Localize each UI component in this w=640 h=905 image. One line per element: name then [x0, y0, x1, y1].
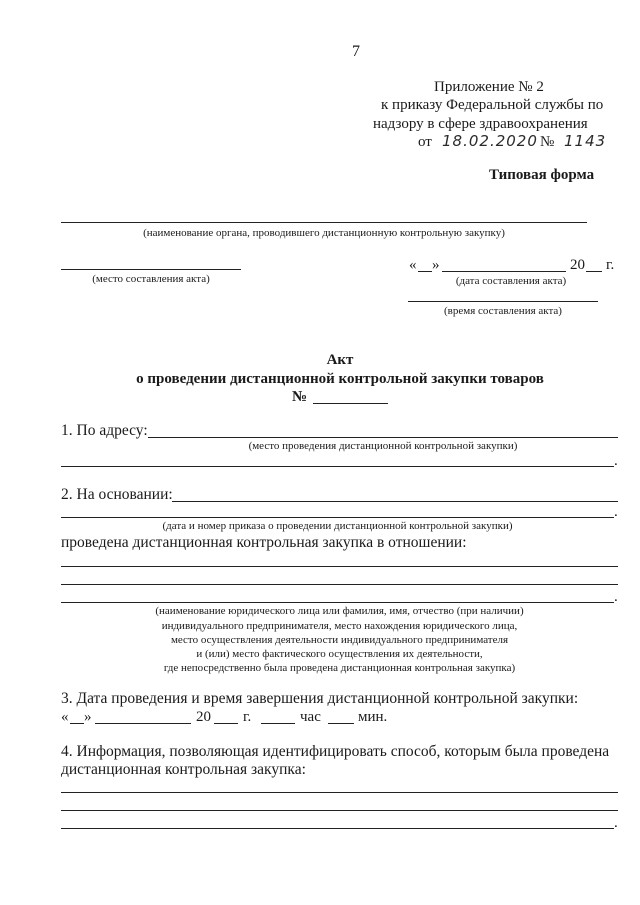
act-number-line — [313, 403, 388, 404]
entity-caption-line: индивидуального предпринимателя, место нахождения юридического лица, — [161, 620, 518, 632]
act-number-label: № — [292, 389, 308, 405]
appendix-from-label: от — [418, 134, 432, 150]
entity-line-2 — [61, 584, 618, 585]
organ-name-caption: (наименование органа, проводившего дистанционную контрольную закупку) — [143, 227, 505, 239]
s3-min-line — [328, 723, 354, 724]
entity-caption-line: (наименование юридического лица или фамилия, имя, отчество (при наличии) — [155, 605, 524, 617]
time-caption: (время составления акта) — [444, 305, 562, 317]
section-1-caption: (место проведения дистанционной контрольной закупки) — [248, 440, 518, 452]
s3-hour-line — [261, 723, 295, 724]
section-2-label: 2. На основании: — [61, 486, 173, 503]
time-line — [408, 301, 598, 302]
section-1-line — [148, 437, 618, 438]
s3-year-prefix: 20 — [196, 709, 211, 725]
form-type: Типовая форма — [489, 167, 595, 183]
appendix-num-label: № — [540, 134, 555, 150]
section-4-line-c — [61, 828, 614, 829]
place-caption: (место составления акта) — [92, 273, 210, 285]
s3-min-label: мин. — [358, 709, 388, 725]
s3-quote-open: « — [61, 709, 69, 725]
date-year-line — [586, 271, 602, 272]
s3-quote-close: » — [84, 709, 92, 725]
s3-month-line — [95, 723, 191, 724]
entity-line-3 — [61, 602, 614, 603]
section-1-line-2 — [61, 466, 614, 467]
date-year-suffix: г. — [606, 257, 615, 273]
date-month-line — [442, 271, 566, 272]
section-2-line-2 — [61, 517, 614, 518]
section-4-line-2: дистанционная контрольная закупка: — [61, 761, 306, 778]
entity-line-1 — [61, 566, 618, 567]
section-1-label: 1. По адресу: — [61, 422, 148, 439]
section-2-caption: (дата и номер приказа о проведении дистанционной контрольной закупки) — [162, 520, 513, 532]
s3-hour-label: час — [300, 709, 321, 725]
entity-caption-line: место осуществления деятельности индивидуального предпринимателя — [170, 634, 509, 646]
section-2-line — [172, 501, 618, 502]
date-quote-open: « — [409, 257, 417, 273]
place-line — [61, 269, 241, 270]
appendix-line-3: надзору в сфере здравоохранения — [373, 116, 588, 132]
organ-name-line — [61, 222, 587, 223]
section-2-subject: проведена дистанционная контрольная закупка в отношении: — [61, 534, 467, 551]
section-3-label: 3. Дата проведения и время завершения дистанционной контрольной закупки: — [61, 690, 579, 707]
page-number: 7 — [352, 43, 360, 60]
act-title: Акт — [326, 352, 354, 368]
date-day-line — [418, 271, 432, 272]
section-4-line-a — [61, 792, 618, 793]
section-4-line-1: 4. Информация, позволяющая идентифицировать способ, которым была проведена — [61, 743, 610, 760]
appendix-date-handwritten: 18.02.2020 — [442, 132, 538, 150]
date-year-prefix: 20 — [570, 257, 585, 273]
s3-year-line — [214, 723, 238, 724]
s3-year-suffix: г. — [243, 709, 252, 725]
appendix-line-1: Приложение № 2 — [434, 79, 544, 95]
entity-caption-line: где непосредственно была проведена дистанционная контрольная закупка) — [163, 662, 516, 674]
s3-day-line — [70, 723, 84, 724]
act-subtitle: о проведении дистанционной контрольной закупки товаров — [136, 371, 544, 387]
section-4-line-b — [61, 810, 618, 811]
date-quote-close: » — [432, 257, 440, 273]
entity-caption-line: и (или) место фактического осуществления их деятельности, — [196, 648, 483, 660]
date-caption: (дата составления акта) — [455, 275, 567, 287]
appendix-number-handwritten: 1143 — [564, 132, 607, 150]
appendix-line-2: к приказу Федеральной службы по — [381, 97, 604, 113]
